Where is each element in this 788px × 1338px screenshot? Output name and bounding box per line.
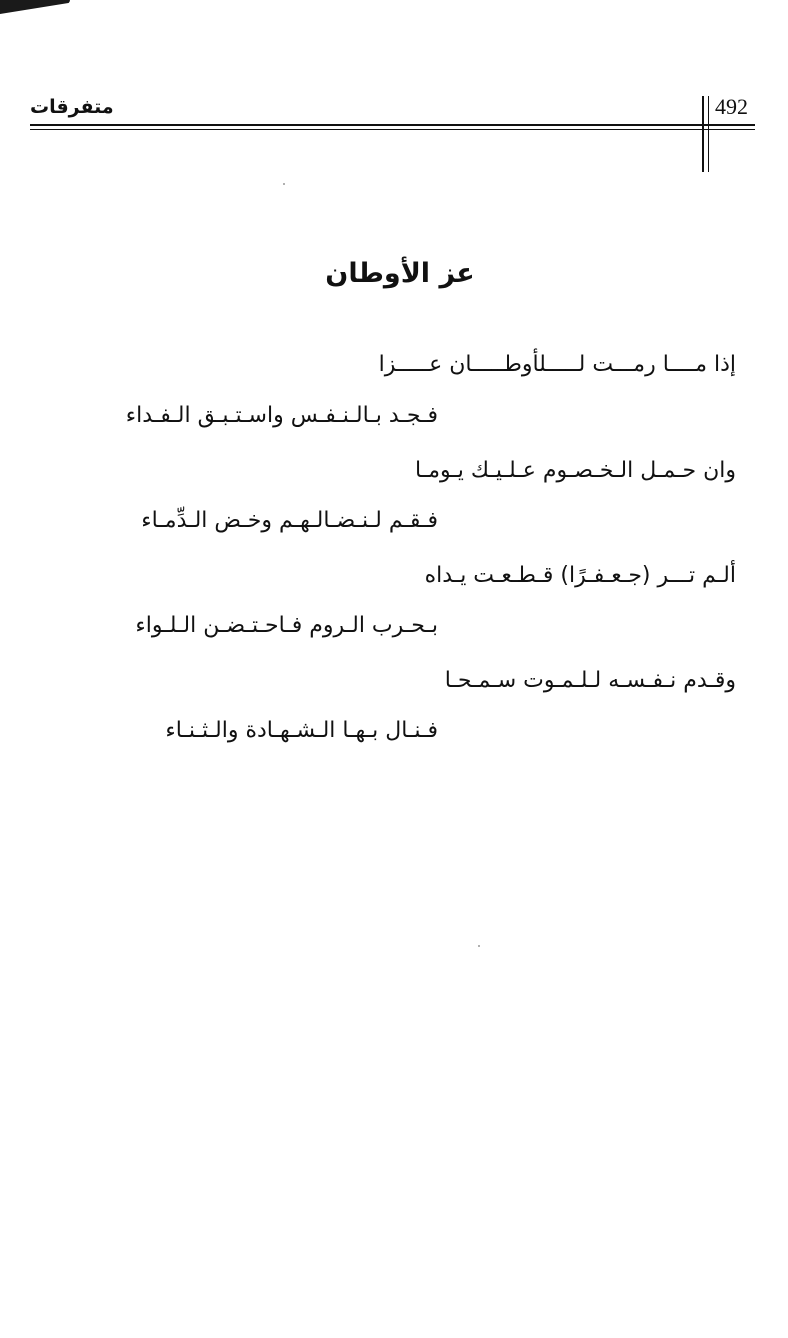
- header-vertical-rule: [702, 96, 704, 172]
- page-number: 492: [715, 94, 748, 119]
- header-vertical-rule-thin: [708, 96, 709, 172]
- page-corner-mark: [0, 0, 70, 14]
- verse-line-5: ألـم تـــر (جـعـفـرًا) قـطـعـت يـداه: [424, 563, 736, 588]
- verse-line-6: بـحـرب الـروم فـاحـتـضـن الـلـواء: [135, 613, 438, 638]
- verse-line-1: إذا مــــا رمـــت لـــــلأوطـــــان عـــــزا: [378, 352, 736, 377]
- verse-line-4: فـقـم لـنـضـالـهـم وخـض الـدِّمـاء: [141, 508, 438, 533]
- verse-line-3: وان حـمـل الـخـصـوم عـلـيـك يـومـا: [415, 458, 736, 483]
- scan-speck: [478, 945, 480, 947]
- scan-speck: [283, 183, 285, 185]
- verse-line-8: فـنـال بـهـا الـشـهـادة والـثـنـاء: [165, 718, 438, 743]
- running-section-title: متفرقات: [30, 96, 114, 118]
- verse-line-2: فـجـد بـالـنـفـس واسـتـبـق الـفـداء: [125, 403, 438, 428]
- header-rule: [30, 124, 755, 126]
- verse-line-7: وقـدم نـفـسـه لـلـمـوت سـمـحـا: [444, 668, 736, 693]
- header-rule-thin: [30, 129, 755, 130]
- page-header: [30, 96, 760, 136]
- poem-title: عز الأوطان: [325, 258, 475, 289]
